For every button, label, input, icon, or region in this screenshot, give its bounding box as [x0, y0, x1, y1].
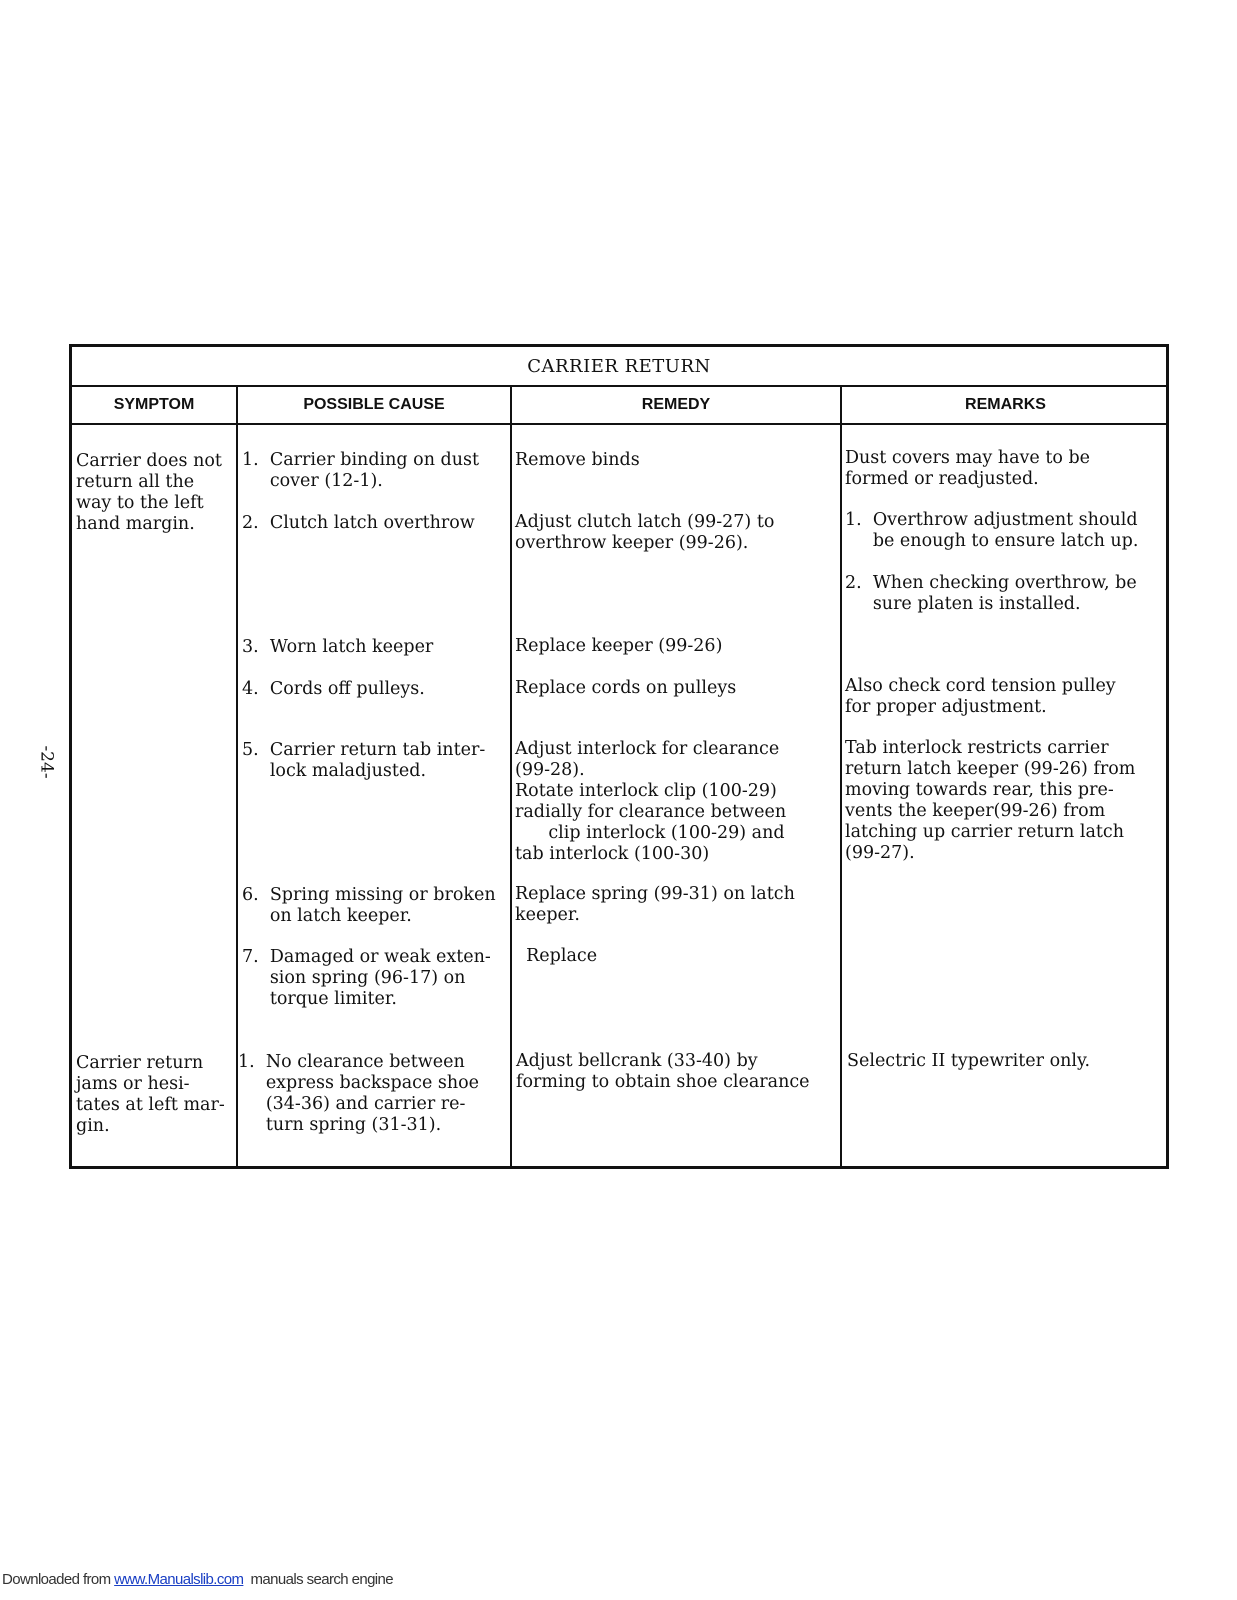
remedy-cell: Replace spring (99-31) on latch keeper. — [515, 884, 795, 925]
cause-cell: 1. Carrier binding on dust cover (12-1). — [242, 450, 480, 491]
cause-cell: 3. Worn latch keeper — [242, 637, 434, 657]
troubleshooting-table — [69, 344, 1169, 1169]
remarks-cell: Selectric II typewriter only. — [847, 1051, 1091, 1071]
remarks-cell: Also check cord tension pulley for proper adjustment. — [845, 676, 1116, 717]
cause-cell: 6. Spring missing or broken on latch keeper. — [242, 885, 496, 926]
cause-cell: 1. No clearance between express backspace shoe (34-36) and carrier re- turn spring (31-31). — [238, 1052, 480, 1135]
remarks-cell: Dust covers may have to be formed or readjusted. — [845, 448, 1091, 489]
page-number: -24- — [36, 745, 57, 779]
cause-cell: 4. Cords off pulleys. — [242, 679, 425, 699]
download-footer — [2, 1571, 393, 1588]
remedy-cell: Replace keeper (99-26) — [515, 636, 723, 656]
footer-prefix: Downloaded from — [2, 1571, 115, 1588]
symptom-cell: Carrier return jams or hesi- tates at left mar- gin. — [76, 1053, 225, 1136]
remedy-cell: Remove binds — [515, 450, 640, 470]
column-divider — [840, 385, 842, 1166]
manualslib-link[interactable]: www.Manualslib.com — [114, 1571, 244, 1588]
header-symptom: SYMPTOM — [113, 396, 195, 413]
remedy-cell: Adjust clutch latch (99-27) to overthrow keeper (99-26). — [515, 512, 775, 553]
cause-cell: 2. Clutch latch overthrow — [242, 513, 475, 533]
table-title: CARRIER RETURN — [72, 347, 1166, 387]
header-possible-cause: POSSIBLE CAUSE — [303, 396, 445, 413]
header-remarks: REMARKS — [965, 396, 1046, 413]
symptom-cell: Carrier does not return all the way to the left hand margin. — [76, 451, 222, 534]
cause-cell: 5. Carrier return tab inter- lock maladjusted. — [242, 740, 486, 781]
remarks-cell: 1. Overthrow adjustment should be enough to ensure latch up. — [845, 510, 1139, 551]
remarks-cell: Tab interlock restricts carrier return latch keeper (99-26) from moving towards rear, this pre- vents the keeper(99-26) from latching up carrier return latch (99-27). — [845, 738, 1136, 863]
cause-cell: 7. Damaged or weak exten- sion spring (96-17) on torque limiter. — [242, 947, 491, 1009]
remedy-cell: Adjust bellcrank (33-40) by forming to obtain shoe clearance — [516, 1051, 810, 1092]
remedy-cell: Adjust interlock for clearance (99-28). Rotate interlock clip (100-29) radially for clearance between clip interlock (100-29) and tab interlock (100-30) — [515, 739, 787, 864]
column-divider — [510, 385, 512, 1166]
column-divider — [236, 385, 238, 1166]
remarks-cell: 2. When checking overthrow, be sure platen is installed. — [845, 573, 1137, 614]
remedy-cell: Replace cords on pulleys — [515, 678, 737, 698]
remedy-cell: Replace — [515, 946, 598, 966]
header-remedy: REMEDY — [641, 396, 711, 413]
footer-suffix: manuals search engine — [243, 1571, 394, 1588]
